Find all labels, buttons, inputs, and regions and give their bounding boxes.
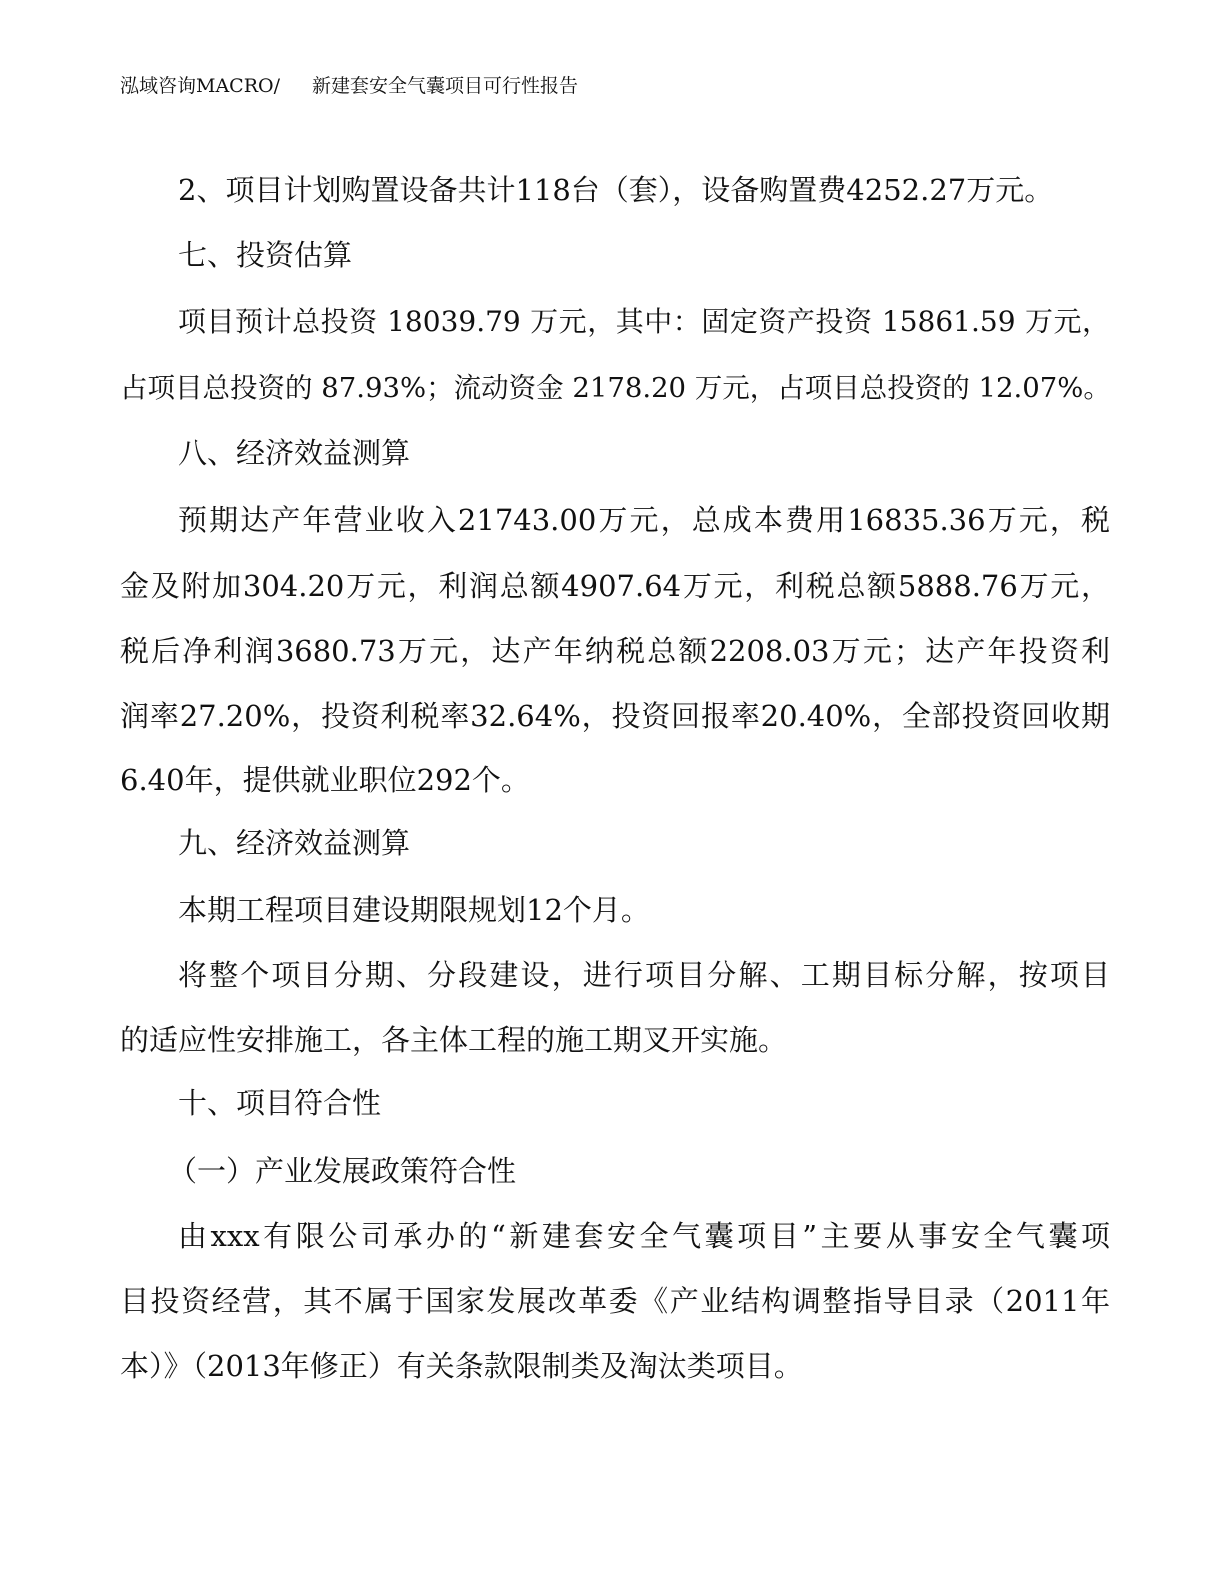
section-8-heading: 八、经济效益测算 <box>178 436 411 470</box>
page-header <box>120 72 578 100</box>
phasing-paragraph-line-1: 将整个项目分期、分段建设，进行项目分解、工期目标分解，按项目 <box>178 958 1110 992</box>
economic-paragraph-line-1: 预期达产年营业收入21743.00万元，总成本费用16835.36万元，税 <box>178 503 1110 537</box>
phasing-paragraph-line-2: 的适应性安排施工，各主体工程的施工期叉开实施。 <box>120 1023 788 1057</box>
header-doc-title: 新建套安全气囊项目可行性报告 <box>312 75 579 97</box>
equipment-paragraph: 2、项目计划购置设备共计118台（套），设备购置费4252.27万元。 <box>178 173 1054 207</box>
policy-paragraph-line-3: 本）》（2013年修正）有关条款限制类及淘汰类项目。 <box>120 1349 803 1383</box>
section-10-1-heading: （一）产业发展政策符合性 <box>168 1154 517 1188</box>
investment-paragraph-line-1: 项目预计总投资 18039.79 万元，其中：固定资产投资 15861.59 万元， <box>178 305 1110 338</box>
section-10-heading: 十、项目符合性 <box>178 1086 382 1120</box>
economic-paragraph-line-3: 税后净利润3680.73万元，达产年纳税总额2208.03万元；达产年投资利 <box>120 634 1110 668</box>
economic-paragraph-line-5: 6.40年，提供就业职位292个。 <box>120 763 530 797</box>
policy-paragraph-line-1: 由xxx有限公司承办的“新建套安全气囊项目”主要从事安全气囊项 <box>178 1219 1110 1253</box>
economic-paragraph-line-2: 金及附加304.20万元，利润总额4907.64万元，利税总额5888.76万元， <box>120 569 1110 603</box>
section-9-heading: 九、经济效益测算 <box>178 826 411 860</box>
section-7-heading: 七、投资估算 <box>178 238 353 272</box>
economic-paragraph-line-4: 润率27.20%，投资利税率32.64%，投资回报率20.40%，全部投资回收期 <box>120 699 1110 733</box>
header-company: 泓域咨询MACRO/ <box>120 75 280 97</box>
schedule-paragraph: 本期工程项目建设期限规划12个月。 <box>178 893 650 927</box>
policy-paragraph-line-2: 目投资经营，其不属于国家发展改革委《产业结构调整指导目录（2011年 <box>120 1284 1110 1318</box>
investment-paragraph-line-2: 占项目总投资的 87.93%；流动资金 2178.20 万元，占项目总投资的 12.07%。 <box>120 372 1111 404</box>
